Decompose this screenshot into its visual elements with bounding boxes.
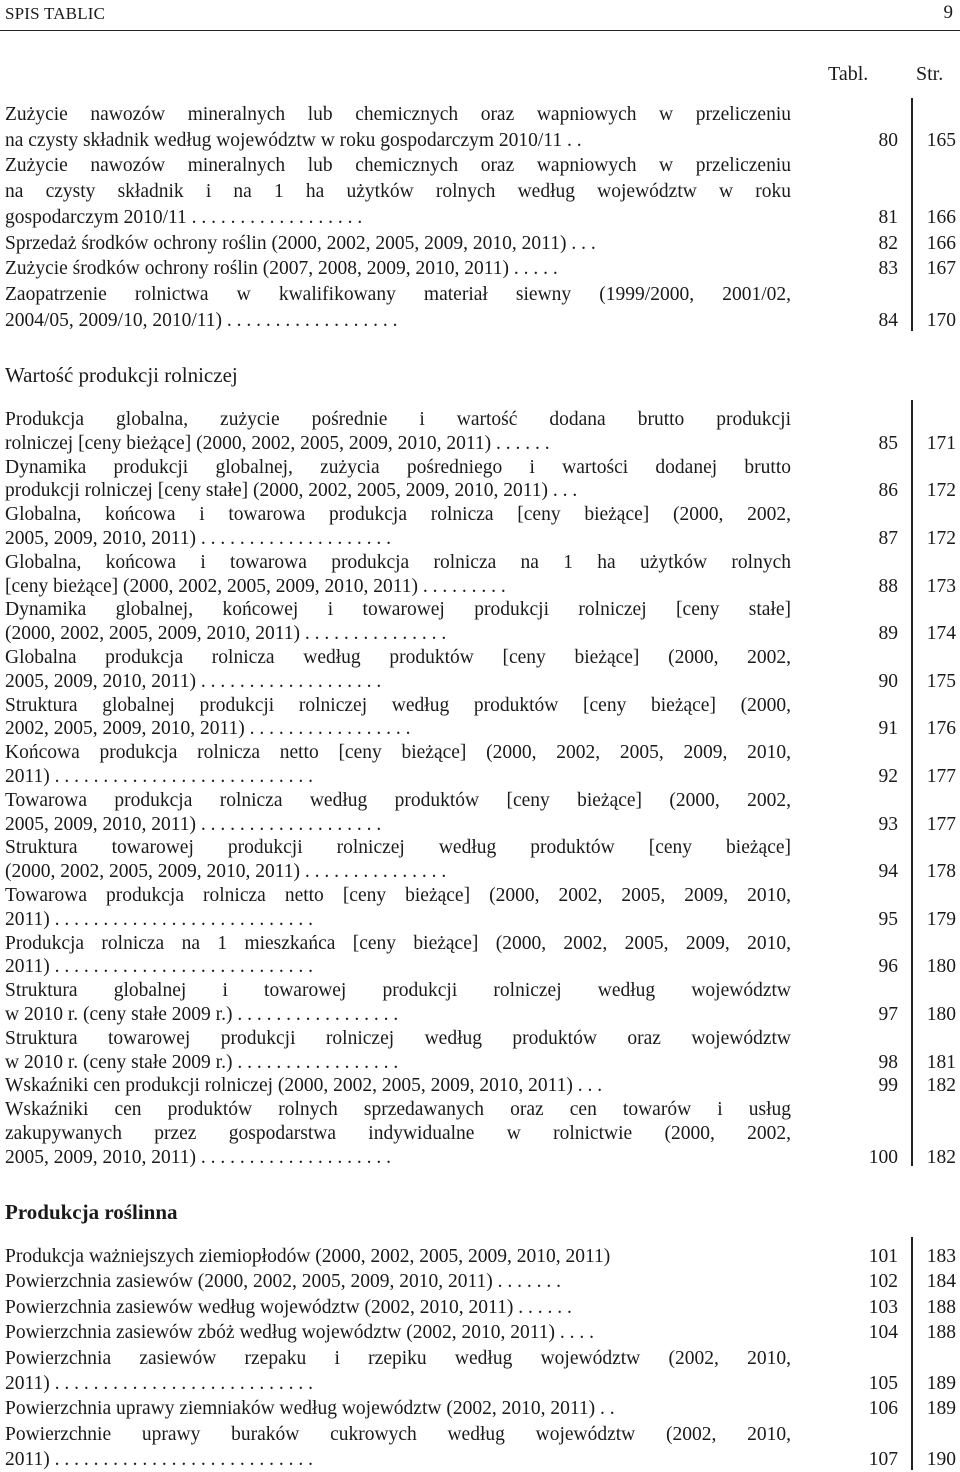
entry-line: 2005, 2009, 2010, 2011) . . . . . . . . . . . . . . . . . . . . (5, 528, 392, 549)
entry-line: Produkcja ważniejszych ziemiopłodów (2000, 2002, 2005, 2009, 2010, 2011) (5, 1246, 611, 1267)
entry-line: Powierzchnie uprawy buraków cukrowych według województw (2002, 2010, (5, 1423, 791, 1445)
page-ref: 188 (926, 1296, 956, 1318)
page-ref: 170 (926, 309, 956, 331)
entry-line: na czysty składnik według województw w roku gospodarczym 2010/11 . . (5, 129, 582, 151)
entry-line: Struktura globalnej produkcji rolniczej według produktów [ceny bieżące] (2000, (5, 694, 791, 716)
entry-line: 2011) . . . . . . . . . . . . . . . . . . . . . . . . . . . (5, 956, 314, 978)
entry-line: 2011) . . . . . . . . . . . . . . . . . . . . . . . . . . . (5, 1449, 314, 1471)
entry-line: Struktura globalnej i towarowej produkcji rolniczej według województw (5, 980, 791, 1002)
section-heading: Produkcja roślinna (5, 1200, 178, 1224)
page-ref: 166 (926, 206, 956, 228)
entry-line: 2011) . . . . . . . . . . . . . . . . . . . . . . . . . . . (5, 1373, 314, 1394)
entry-line: Powierzchnia zasiewów według województw (2002, 2010, 2011) . . . . . . (5, 1296, 572, 1318)
entry-line: 2002, 2005, 2009, 2010, 2011) . . . . . . . . . . . . . . . . . (5, 718, 411, 740)
entry-line: (2000, 2002, 2005, 2009, 2010, 2011) . . . . . . . . . . . . . . . (5, 861, 447, 883)
page-ref: 177 (926, 813, 956, 835)
page-ref: 172 (926, 480, 956, 502)
entry-line: Zużycie nawozów mineralnych lub chemicznych oraz wapniowych w przeliczeniu (5, 155, 791, 177)
entry-line: Globalna produkcja rolnicza według produktów [ceny bieżące] (2000, 2002, (5, 647, 791, 668)
entry-line: w 2010 r. (ceny stałe 2009 r.) . . . . . . . . . . . . . . . . . (5, 1004, 399, 1025)
table-number: 82 (878, 232, 898, 254)
table-number: 102 (868, 1271, 898, 1293)
table-number: 103 (868, 1296, 898, 1318)
table-number: 87 (878, 528, 898, 549)
entry-line: Dynamika produkcji globalnej, zużycia pośredniego i wartości dodanej brutto (5, 456, 791, 478)
table-number: 99 (878, 1075, 898, 1097)
table-number: 97 (878, 1004, 898, 1025)
entry-line: gospodarczym 2010/11 . . . . . . . . . . . . . . . . . . (5, 206, 363, 228)
entry-line: na czysty składnik i na 1 ha użytków rolnych według województw w roku (5, 181, 791, 203)
entry-line: Zużycie środków ochrony roślin (2007, 2008, 2009, 2010, 2011) . . . . . (5, 258, 558, 280)
table-number: 86 (878, 480, 898, 502)
page-ref: 175 (926, 670, 956, 692)
table-number: 101 (868, 1246, 898, 1267)
entry-line: produkcji rolniczej [ceny stałe] (2000, 2002, 2005, 2009, 2010, 2011) . . . (5, 480, 578, 502)
column-divider (911, 98, 913, 331)
entry-line: 2011) . . . . . . . . . . . . . . . . . . . . . . . . . . . (5, 766, 314, 787)
entry-line: Produkcja globalna, zużycie pośrednie i wartość dodana brutto produkcji (5, 409, 791, 430)
entry-line: Wskaźniki cen produktów rolnych sprzedawanych oraz cen towarów i usług (5, 1099, 791, 1121)
column-divider (911, 1237, 913, 1470)
entry-line: Powierzchnia zasiewów zbóż według województw (2002, 2010, 2011) . . . . (5, 1322, 595, 1344)
table-number: 105 (868, 1373, 898, 1394)
entry-line: Produkcja rolnicza na 1 mieszkańca [ceny bieżące] (2000, 2002, 2005, 2009, 2010, (5, 932, 791, 954)
table-number: 93 (878, 813, 898, 835)
page-ref: 190 (926, 1449, 956, 1471)
entry-line: Towarowa produkcja rolnicza według produktów [ceny bieżące] (2000, 2002, (5, 789, 791, 811)
page-number: 9 (943, 2, 953, 23)
entry-line: Dynamika globalnej, końcowej i towarowej produkcji rolniczej [ceny stałe] (5, 599, 791, 621)
page-ref: 173 (926, 575, 956, 597)
table-number: 100 (868, 1146, 898, 1168)
running-header (0, 0, 960, 31)
table-number: 91 (878, 718, 898, 740)
page-ref: 182 (926, 1075, 956, 1097)
entry-line: Wskaźniki cen produkcji rolniczej (2000, 2002, 2005, 2009, 2010, 2011) . . . (5, 1075, 603, 1097)
page-ref: 181 (926, 1051, 956, 1073)
entry-line: w 2010 r. (ceny stałe 2009 r.) . . . . . . . . . . . . . . . . . (5, 1051, 399, 1073)
entry-line: 2005, 2009, 2010, 2011) . . . . . . . . . . . . . . . . . . . (5, 813, 382, 835)
entry-line: 2005, 2009, 2010, 2011) . . . . . . . . . . . . . . . . . . . . (5, 1146, 392, 1168)
table-number: 90 (878, 670, 898, 692)
page-ref: 179 (926, 908, 956, 930)
entry-line: Towarowa produkcja rolnicza netto [ceny bieżące] (2000, 2002, 2005, 2009, 2010, (5, 885, 791, 906)
running-header-title: SPIS TABLIC (5, 4, 106, 23)
table-number: 83 (878, 258, 898, 280)
entry-line: Sprzedaż środków ochrony roślin (2000, 2002, 2005, 2009, 2010, 2011) . . . (5, 232, 596, 254)
entry-line: Powierzchnia zasiewów rzepaku i rzepiku według województw (2002, 2010, (5, 1347, 791, 1369)
entry-line: Zaopatrzenie rolnictwa w kwalifikowany materiał siewny (1999/2000, 2001/02, (5, 283, 791, 305)
page-ref: 172 (926, 528, 956, 549)
table-number: 104 (868, 1322, 898, 1344)
page-ref: 183 (926, 1246, 956, 1267)
page-ref: 171 (926, 432, 956, 454)
entry-line: Powierzchnia uprawy ziemniaków według województw (2002, 2010, 2011) . . (5, 1398, 615, 1420)
entry-line: Powierzchnia zasiewów (2000, 2002, 2005, 2009, 2010, 2011) . . . . . . . (5, 1271, 562, 1293)
page-ref: 180 (926, 1004, 956, 1025)
entry-line: zakupywanych przez gospodarstwa indywidualne w rolnictwie (2000, 2002, (5, 1123, 791, 1144)
table-number: 88 (878, 575, 898, 597)
page-ref: 177 (926, 766, 956, 787)
page-ref: 189 (926, 1398, 956, 1420)
entry-line: 2004/05, 2009/10, 2010/11) . . . . . . . . . . . . . . . . . . (5, 309, 398, 331)
page-ref: 182 (926, 1146, 956, 1168)
table-number: 106 (868, 1398, 898, 1420)
entry-line: Globalna, końcowa i towarowa produkcja rolnicza [ceny bieżące] (2000, 2002, (5, 504, 791, 526)
table-number: 92 (878, 766, 898, 787)
table-number: 89 (878, 623, 898, 645)
entry-line: [ceny bieżące] (2000, 2002, 2005, 2009, 2010, 2011) . . . . . . . . . (5, 575, 506, 597)
page-ref: 165 (926, 129, 956, 151)
page-ref: 167 (926, 258, 956, 280)
table-number: 95 (878, 908, 898, 930)
table-number: 81 (878, 206, 898, 228)
column-header-str: Str. (916, 63, 944, 85)
entry-line: 2005, 2009, 2010, 2011) . . . . . . . . . . . . . . . . . . . (5, 670, 382, 692)
page-ref: 184 (926, 1271, 956, 1293)
page-ref: 166 (926, 232, 956, 254)
table-number: 85 (878, 432, 898, 454)
column-divider (911, 400, 913, 1166)
table-number: 84 (878, 309, 898, 331)
entry-line: Struktura towarowej produkcji rolniczej według produktów oraz województw (5, 1027, 791, 1049)
entry-line: 2011) . . . . . . . . . . . . . . . . . . . . . . . . . . . (5, 908, 314, 930)
entry-line: rolniczej [ceny bieżące] (2000, 2002, 2005, 2009, 2010, 2011) . . . . . . (5, 432, 550, 454)
page-ref: 188 (926, 1322, 956, 1344)
section-heading: Wartość produkcji rolniczej (5, 363, 238, 387)
entry-line: (2000, 2002, 2005, 2009, 2010, 2011) . . . . . . . . . . . . . . . (5, 623, 447, 645)
entry-line: Struktura towarowej produkcji rolniczej według produktów [ceny bieżące] (5, 837, 791, 859)
entry-line: Końcowa produkcja rolnicza netto [ceny bieżące] (2000, 2002, 2005, 2009, 2010, (5, 742, 791, 764)
page-ref: 180 (926, 956, 956, 978)
table-number: 80 (878, 129, 898, 151)
page-ref: 174 (926, 623, 956, 645)
entry-line: Zużycie nawozów mineralnych lub chemicznych oraz wapniowych w przeliczeniu (5, 104, 791, 125)
table-number: 107 (868, 1449, 898, 1471)
table-number: 96 (878, 956, 898, 978)
table-number: 94 (878, 861, 898, 883)
page-ref: 176 (926, 718, 956, 740)
entry-line: Globalna, końcowa i towarowa produkcja rolnicza na 1 ha użytków rolnych (5, 551, 791, 573)
column-header-tabl: Tabl. (828, 63, 869, 85)
page-ref: 189 (926, 1373, 956, 1394)
page-ref: 178 (926, 861, 956, 883)
table-number: 98 (878, 1051, 898, 1073)
